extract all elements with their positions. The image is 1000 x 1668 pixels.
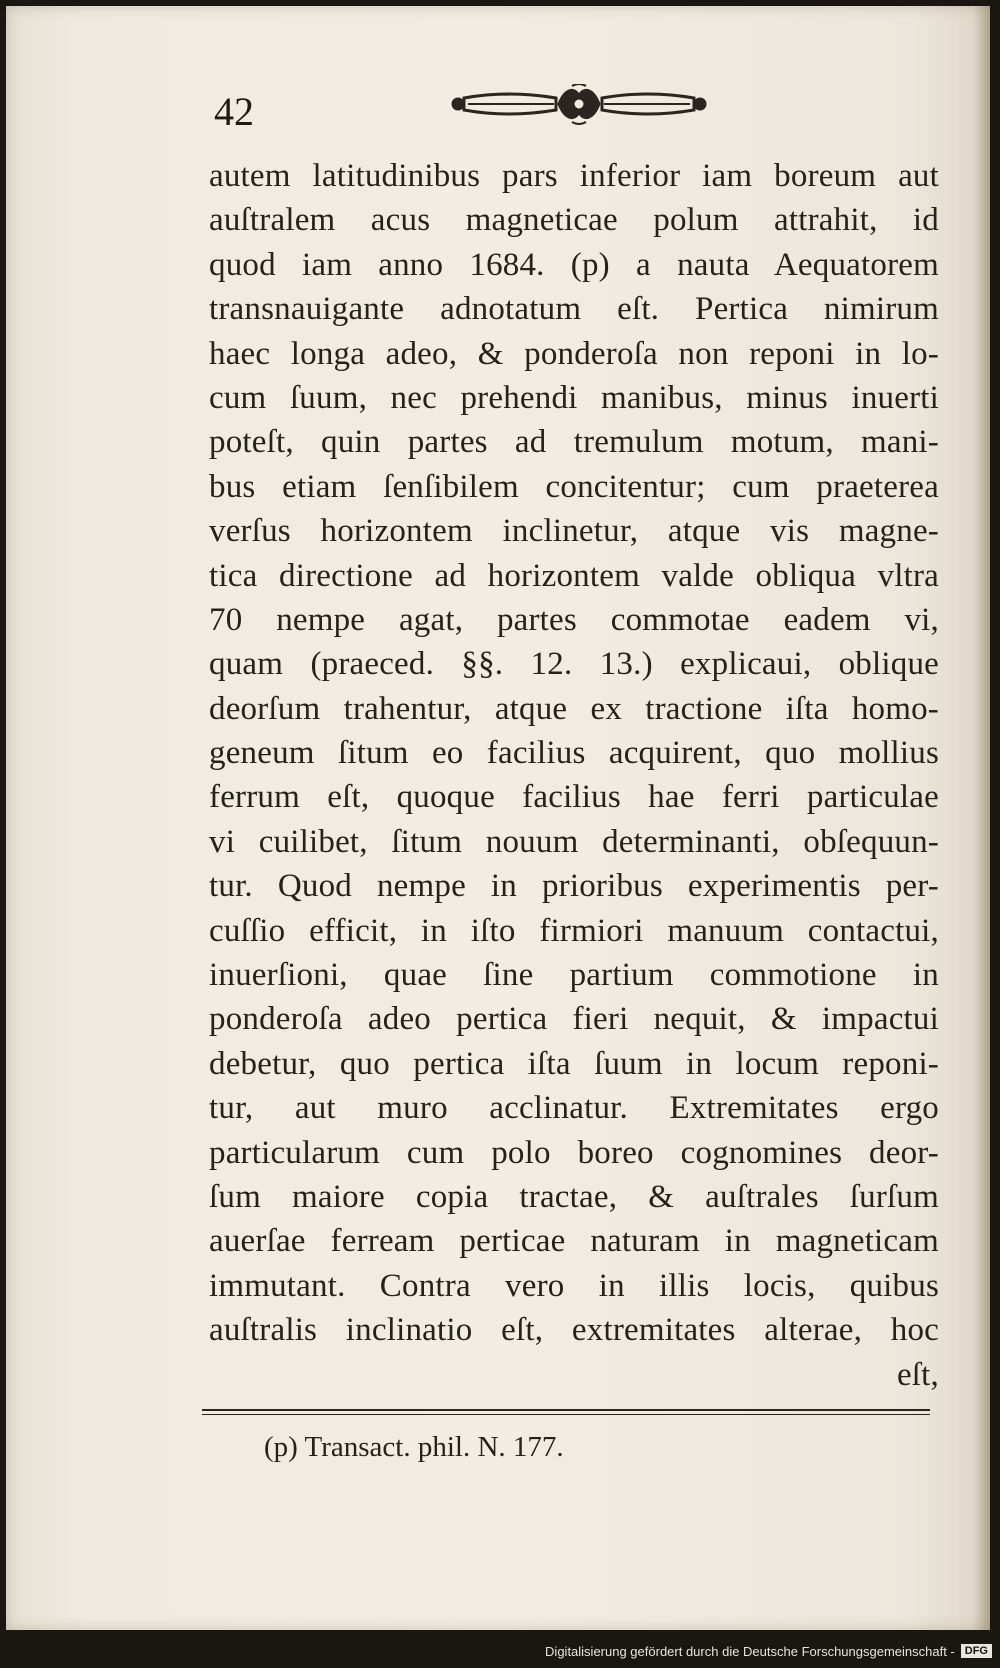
text-line: immutant. Contra vero in illis locis, quibus [209,1267,939,1304]
text-line: tur. Quod nempe in prioribus experimentis per- [209,868,939,905]
digitization-credit [545,1640,992,1662]
catchword: eſt, [896,1356,939,1393]
page-number: 42 [214,89,254,134]
text-line: auerſae ferream perticae naturam in magneticam [209,1223,939,1260]
text-line: quod iam anno 1684. (p) a nauta Aequatorem [209,246,939,283]
text-line: ſum maiore copia tractae, & auſtrales ſurſum [209,1178,939,1215]
text-line: inuerſioni, quae ſine partium commotione in [209,957,939,994]
main-text [209,154,939,1397]
text-line: autem latitudinibus pars inferior iam boreum aut [209,158,939,194]
ornament-headpiece-icon [448,84,710,128]
text-line: tur, aut muro acclinatur. Extremitates ergo [209,1090,939,1127]
text-line: 70 nempe agat, partes commotae eadem vi, [209,601,939,638]
text-line: particularum cum polo boreo cognomines deor- [209,1134,939,1171]
text-line: bus etiam ſenſibilem concitentur; cum praeterea [209,468,939,505]
dfg-logo: DFG [961,1644,992,1658]
text-line: deorſum trahentur, atque ex tractione iſta homo- [209,690,939,727]
text-line: cuſſio efficit, in iſto firmiori manuum contactui, [209,912,939,949]
text-line: ponderoſa adeo pertica fieri nequit, & impactui [209,1001,939,1038]
text-line: transnauigante adnotatum eſt. Pertica nimirum [209,291,939,328]
text-line: auſtralis inclinatio eſt, extremitates alterae, hoc [209,1312,939,1349]
text-line: vi cuilibet, ſitum nouum determinanti, obſequun- [209,823,939,860]
footnote: (p) Transact. phil. N. 177. [264,1431,564,1463]
footnote-rule [202,1409,930,1415]
text-line: haec longa adeo, & ponderoſa non reponi in lo- [209,335,939,372]
text-line: verſus horizontem inclinetur, atque vis magne- [209,513,939,550]
text-line: quam (praeced. §§. 12. 13.) explicaui, oblique [209,646,939,683]
book-page [6,6,990,1630]
credit-text: Digitalisierung gefördert durch die Deutsche Forschungsgemeinschaft - [545,1643,955,1659]
text-line: poteſt, quin partes ad tremulum motum, mani- [209,424,939,461]
text-line: cum ſuum, nec prehendi manibus, minus inuerti [209,379,939,416]
text-line: tica directione ad horizontem valde obliqua vltra [209,557,939,594]
text-line: debetur, quo pertica iſta ſuum in locum reponi- [209,1045,939,1082]
page-spine-shadow [972,6,990,1630]
text-line: geneum ſitum eo facilius acquirent, quo mollius [209,735,939,772]
text-line: auſtralem acus magneticae polum attrahit, id [209,202,939,239]
text-line: ferrum eſt, quoque facilius hae ferri particulae [209,779,939,816]
